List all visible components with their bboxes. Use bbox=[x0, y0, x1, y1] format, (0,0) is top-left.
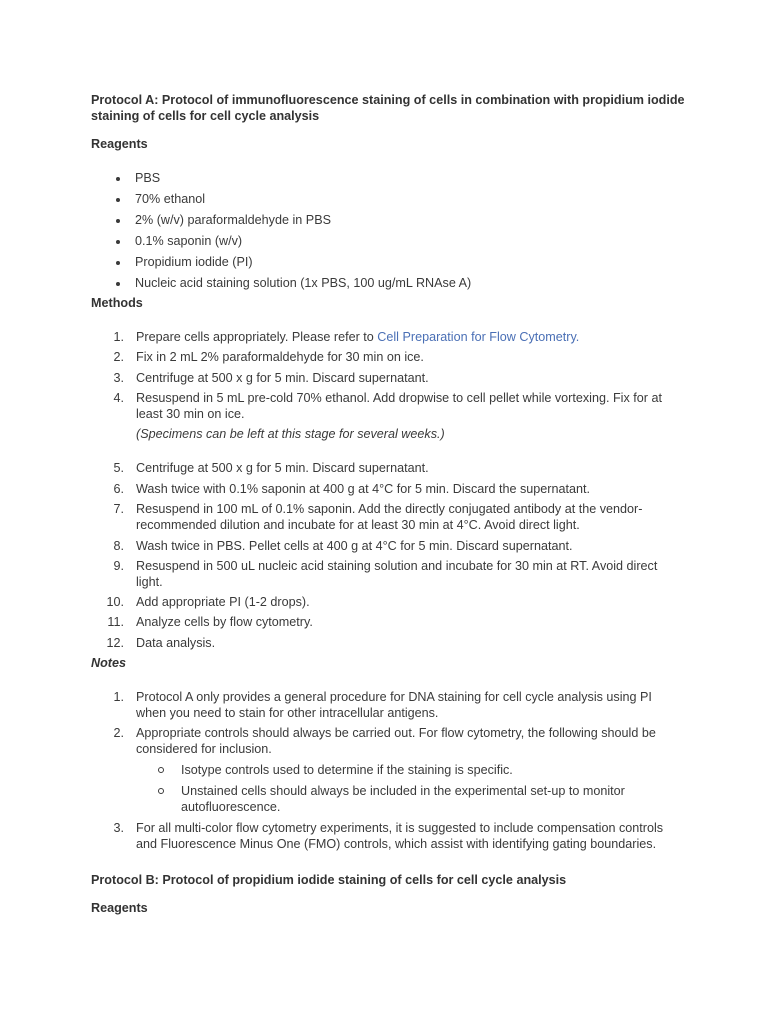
reagent-item bbox=[110, 234, 710, 250]
cell-preparation-link[interactable]: Cell Preparation for Flow Cytometry. bbox=[377, 330, 580, 344]
reagent-item bbox=[110, 213, 710, 229]
reagent-text: 0.1% saponin (w/v) bbox=[135, 234, 243, 248]
step-text: Centrifuge at 500 x g for 5 min. Discard supernatant. bbox=[136, 461, 429, 475]
reagent-item bbox=[110, 171, 710, 187]
step-text: Resuspend in 100 mL of 0.1% saponin. Add the directly conjugated antibody at the vendor-recommended dilution and incubate for at least 30 min at 4°C. Avoid direct light. bbox=[136, 502, 643, 532]
reagent-text: PBS bbox=[135, 171, 161, 185]
protocol-b-reagents-heading: Reagents bbox=[91, 901, 148, 915]
reagent-text: 70% ethanol bbox=[135, 192, 206, 206]
reagent-text: 2% (w/v) paraformaldehyde in PBS bbox=[135, 213, 331, 227]
protocol-b-title: Protocol B: Protocol of propidium iodide staining of cells for cell cycle analysis bbox=[91, 873, 567, 887]
circle-bullet-icon bbox=[158, 788, 164, 794]
step-text: Data analysis. bbox=[136, 636, 216, 650]
step-number: 12. bbox=[106, 636, 124, 650]
step-number: 10. bbox=[106, 595, 124, 609]
step-number: 8. bbox=[113, 539, 124, 553]
reagent-text: Nucleic acid staining solution (1x PBS, 100 ug/mL RNAse A) bbox=[135, 276, 472, 290]
step-number: 3. bbox=[113, 371, 124, 385]
step-number: 6. bbox=[113, 482, 124, 496]
reagent-item bbox=[110, 276, 710, 292]
bullet-icon bbox=[116, 177, 120, 181]
step-text bbox=[136, 330, 672, 346]
step-text-prefix: Prepare cells appropriately. Please refer to bbox=[136, 330, 378, 344]
reagent-text: Propidium iodide (PI) bbox=[135, 255, 253, 269]
circle-bullet-icon bbox=[158, 767, 164, 773]
step-number: 1. bbox=[113, 330, 124, 344]
note-text: For all multi-color flow cytometry experiments, it is suggested to include compensation controls and Fluorescence Minus One (FMO) controls, which assist with identifying gating boundaries. bbox=[136, 821, 664, 851]
step-text: Fix in 2 mL 2% paraformaldehyde for 30 min on ice. bbox=[136, 350, 424, 364]
step-number: 5. bbox=[113, 461, 124, 475]
step-text: Wash twice in PBS. Pellet cells at 400 g at 4°C for 5 min. Discard supernatant. bbox=[136, 539, 573, 553]
methods-heading: Methods bbox=[91, 296, 143, 310]
note-number: 1. bbox=[113, 690, 124, 704]
note-sub-text: Isotype controls used to determine if the staining is specific. bbox=[181, 763, 513, 777]
step-note: (Specimens can be left at this stage for several weeks.) bbox=[136, 427, 445, 441]
step-number: 4. bbox=[113, 391, 124, 405]
bullet-icon bbox=[116, 219, 120, 223]
step-number: 7. bbox=[113, 502, 124, 516]
note-sub-text: Unstained cells should always be included in the experimental set-up to monitor autofluorescence. bbox=[181, 784, 625, 814]
note-number: 3. bbox=[113, 821, 124, 835]
step-text: Centrifuge at 500 x g for 5 min. Discard supernatant. bbox=[136, 371, 429, 385]
step-text: Analyze cells by flow cytometry. bbox=[136, 615, 313, 629]
bullet-icon bbox=[116, 198, 120, 202]
bullet-icon bbox=[116, 282, 120, 286]
note-text: Protocol A only provides a general procedure for DNA staining for cell cycle analysis using PI when you need to stain for other intracellular antigens. bbox=[136, 690, 652, 720]
step-text: Add appropriate PI (1-2 drops). bbox=[136, 595, 310, 609]
protocol-a-title: Protocol A: Protocol of immunofluorescence staining of cells in combination with propidium iodide staining of cells for cell cycle analysis bbox=[91, 93, 685, 123]
reagent-item bbox=[110, 192, 710, 208]
step-text: Wash twice with 0.1% saponin at 400 g at 4°C for 5 min. Discard the supernatant. bbox=[136, 482, 590, 496]
step-number: 2. bbox=[113, 350, 124, 364]
notes-heading: Notes bbox=[91, 656, 126, 670]
step-text: Resuspend in 500 uL nucleic acid staining solution and incubate for 30 min at RT. Avoid direct light. bbox=[136, 559, 658, 589]
note-number: 2. bbox=[113, 726, 124, 740]
note-text: Appropriate controls should always be carried out. For flow cytometry, the following should be considered for inclusion. bbox=[136, 726, 656, 756]
step-text: Resuspend in 5 mL pre-cold 70% ethanol. Add dropwise to cell pellet while vortexing. Fix for at least 30 min on ice. bbox=[136, 391, 662, 421]
bullet-icon bbox=[116, 240, 120, 244]
bullet-icon bbox=[116, 261, 120, 265]
reagent-item bbox=[110, 255, 710, 271]
step-number: 11. bbox=[107, 615, 124, 629]
step-number: 9. bbox=[113, 559, 124, 573]
reagents-heading: Reagents bbox=[91, 137, 148, 151]
